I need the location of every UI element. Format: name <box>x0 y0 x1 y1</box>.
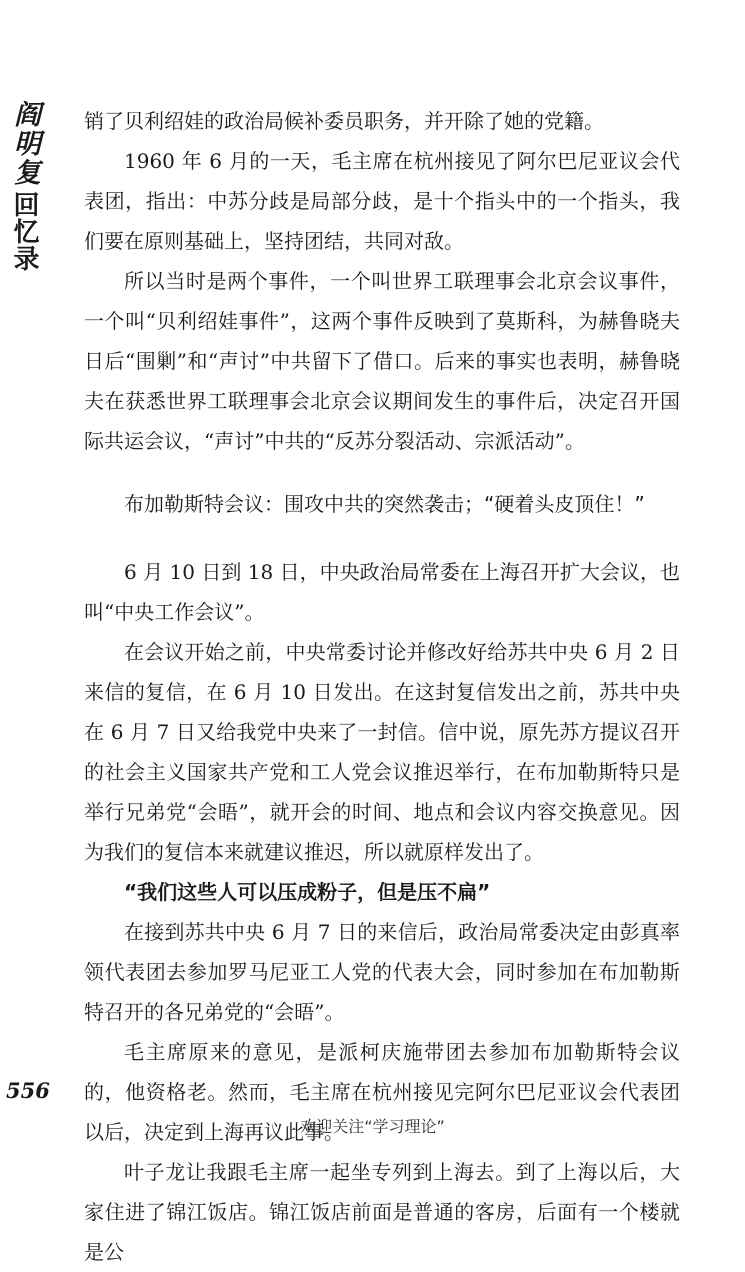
paragraph: 6 月 10 日到 18 日，中央政治局常委在上海召开扩大会议，也叫“中央工作会议”。 <box>84 560 680 624</box>
page-body <box>84 101 680 1272</box>
paragraph: 叶子龙让我跟毛主席一起坐专列到上海去。到了上海以后，大家住进了锦江饭店。锦江饭店前面是普通的客房，后面有一个楼就是公 <box>84 1160 680 1264</box>
paragraph: 1960 年 6 月的一天，毛主席在杭州接见了阿尔巴尼亚议会代表团，指出：中苏分歧是局部分歧，是十个指头中的一个指头，我们要在原则基础上，坚持团结，共同对敌。 <box>84 149 680 253</box>
paragraph: 所以当时是两个事件，一个叫世界工联理事会北京会议事件，一个叫“贝利绍娃事件”，这两个事件反映到了莫斯科，为赫鲁晓夫日后“围剿”和“声讨”中共留下了借口。后来的事实也表明，赫鲁晓夫在获悉世界工联理事会北京会议期间发生的事件后，决定召开国际共运会议，“声讨”中共的“反苏分裂活动、宗派活动”。 <box>84 269 680 453</box>
paragraph: 销了贝利绍娃的政治局候补委员职务，并开除了她的党籍。 <box>84 109 604 133</box>
paragraph: 在接到苏共中央 6 月 7 日的来信后，政治局常委决定由彭真率领代表团去参加罗马尼亚工人党的代表大会，同时参加在布加勒斯特召开的各兄弟党的“会晤”。 <box>84 920 680 1024</box>
book-title-side: 阎明复 <box>9 100 40 187</box>
section-heading: 布加勒斯特会议：围攻中共的突然袭击；“硬着头皮顶住！” <box>124 492 645 516</box>
footer-note: 欢迎关注“学习理论” <box>300 1117 445 1136</box>
subheading: “我们这些人可以压成粉子，但是压不扁” <box>124 880 491 904</box>
side-label <box>4 100 44 272</box>
book-subtitle-side: 回忆录 <box>9 191 39 272</box>
paragraph: 在会议开始之前，中央常委讨论并修改好给苏共中央 6 月 2 日来信的复信，在 6 月 10 日发出。在这封复信发出之前，苏共中央在 6 月 7 日又给我党中央来了一封信。信中说，原先苏方提议召开的社会主义国家共产党和工人党会议推迟举行，在布加勒斯特只是举行兄弟党“会晤”，就开会的时间、地点和会议内容交换意见。因为我们的复信本来就建议推迟，所以就原样发出了。 <box>84 640 680 864</box>
page-number: 556 <box>6 1078 50 1103</box>
paragraph: 毛主席原来的意见，是派柯庆施带团去参加布加勒斯特会议的，他资格老。然而，毛主席在杭州接见完阿尔巴尼亚议会代表团以后，决定到上海再议此事。 <box>84 1040 680 1144</box>
